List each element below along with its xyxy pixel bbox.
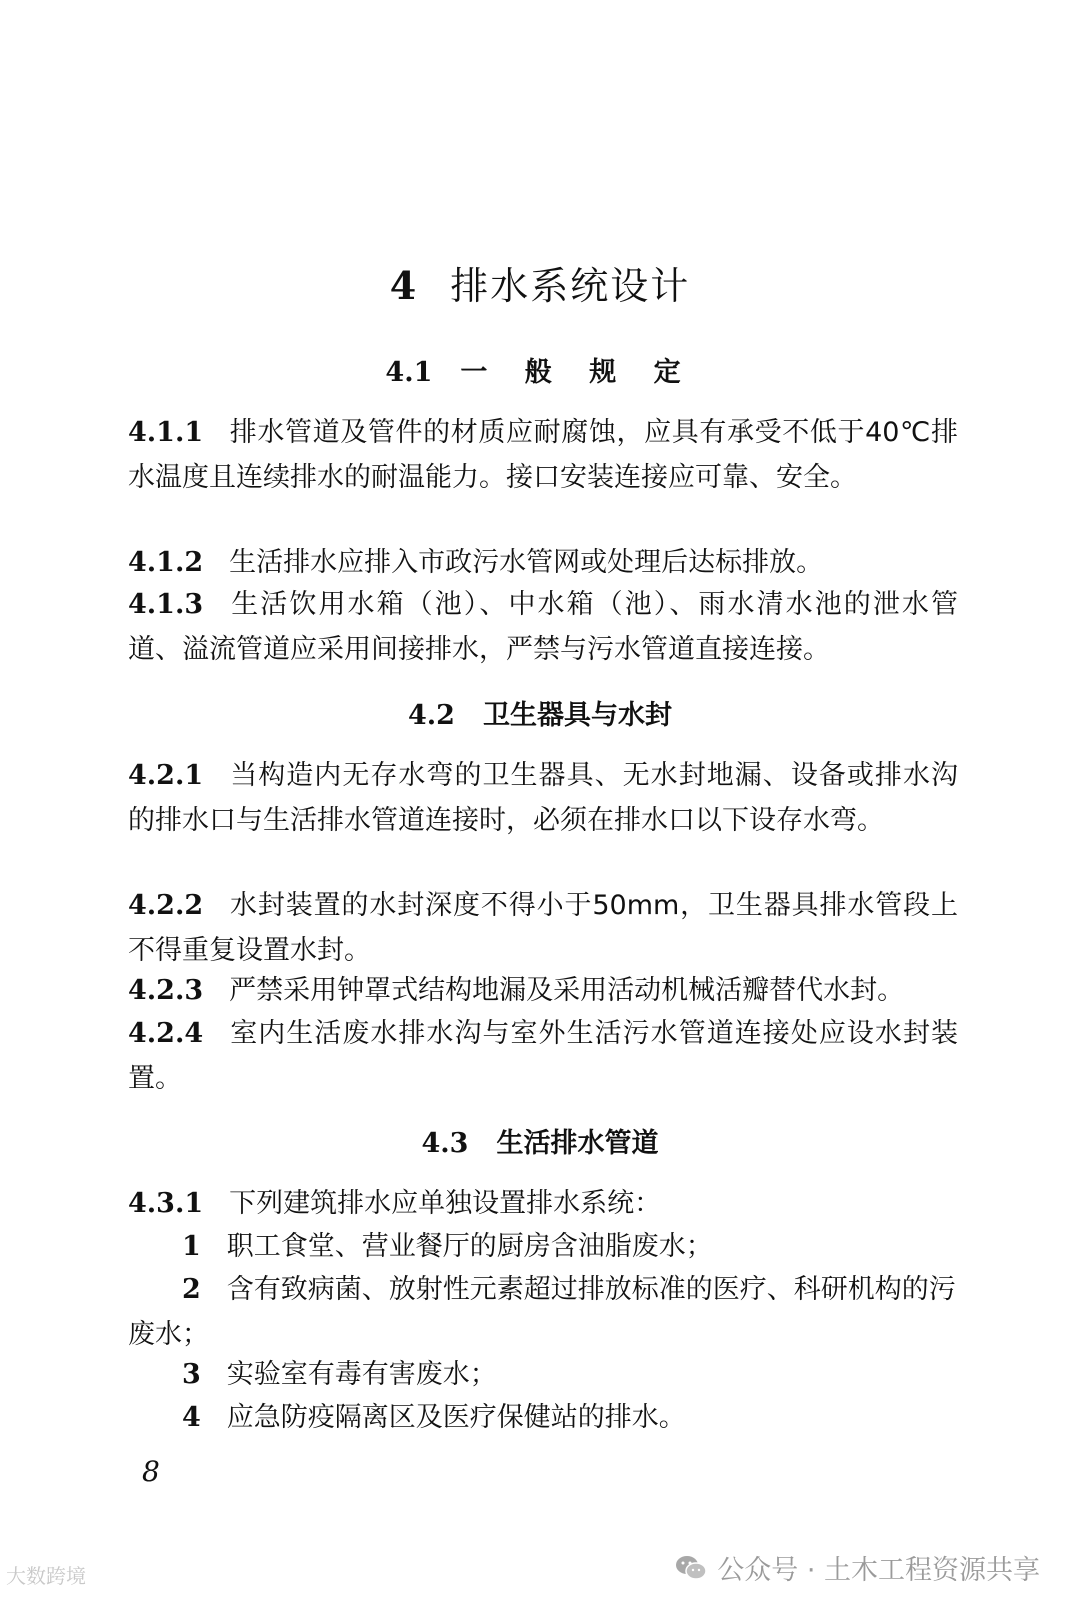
watermark-right [675,1548,1040,1587]
list-item [128,1267,958,1357]
list-item-number: 4 [182,1402,201,1433]
chapter-title [0,255,1080,310]
list-item-number: 3 [182,1359,201,1390]
clause-text: 生活排水应排入市政污水管网或处理后达标排放。 [229,547,824,578]
clause-4-1-3 [128,582,958,672]
clause-text: 下列建筑排水应单独设置排水系统： [229,1188,662,1219]
section-number: 4.3 [421,1128,469,1159]
section-title-4-3 [0,1121,1080,1160]
page-number: 8 [142,1455,160,1488]
clause-number: 4.2.4 [128,1018,204,1049]
clause-number: 4.1.1 [128,417,204,448]
section-title-text: 生活排水管道 [496,1128,659,1159]
clause-number: 4.2.1 [128,760,204,791]
section-number: 4.2 [408,700,455,731]
list-item-text: 实验室有毒有害废水； [226,1359,497,1390]
section-title-4-2 [0,693,1080,732]
section-title-4-1 [0,350,1080,389]
wechat-icon [675,1554,707,1582]
list-item-number: 2 [182,1274,201,1305]
clause-4-2-3 [128,968,958,1013]
chapter-number: 4 [389,263,419,308]
clause-text: 室内生活废水排水沟与室外生活污水管道连接处应设水封装置。 [128,1018,958,1094]
list-item [128,1352,958,1397]
clause-4-1-2 [128,540,958,585]
list-item [128,1224,958,1269]
clause-text: 生活饮用水箱（池）、中水箱（池）、雨水清水池的泄水管道、溢流管道应采用间接排水，严禁与污水管道直接连接。 [128,589,958,665]
watermark-left: 大数跨境 [6,1564,86,1588]
clause-4-3-1 [128,1181,958,1226]
clause-number: 4.1.3 [128,589,204,620]
clause-number: 4.2.3 [128,975,204,1006]
watermark-text: 公众号 · 土木工程资源共享 [717,1555,1040,1586]
clause-number: 4.3.1 [128,1188,204,1219]
clause-4-2-1 [128,753,958,843]
section-title-text: 一 般 规 定 [460,357,695,388]
chapter-title-text: 排水系统设计 [450,264,691,308]
section-number: 4.1 [385,357,433,388]
section-title-text: 卫生器具与水封 [482,700,672,731]
list-item-text: 职工食堂、营业餐厅的厨房含油脂废水； [226,1231,713,1262]
clause-text: 排水管道及管件的材质应耐腐蚀，应具有承受不低于40℃排水温度且连续排水的耐温能力。接口安装连接应可靠、安全。 [128,417,958,493]
list-item [128,1395,958,1440]
clause-4-2-4 [128,1011,958,1101]
clause-text: 当构造内无存水弯的卫生器具、无水封地漏、设备或排水沟的排水口与生活排水管道连接时，必须在排水口以下设存水弯。 [128,760,958,836]
clause-4-1-1 [128,410,958,500]
list-item-text: 含有致病菌、放射性元素超过排放标准的医疗、科研机构的污废水； [128,1274,956,1350]
clause-4-2-2 [128,883,958,973]
clause-number: 4.2.2 [128,890,204,921]
list-item-number: 1 [182,1231,201,1262]
clause-text: 严禁采用钟罩式结构地漏及采用活动机械活瓣替代水封。 [229,975,905,1006]
clause-number: 4.1.2 [128,547,204,578]
clause-text: 水封装置的水封深度不得小于50mm，卫生器具排水管段上不得重复设置水封。 [128,890,958,966]
list-item-text: 应急防疫隔离区及医疗保健站的排水。 [226,1402,686,1433]
